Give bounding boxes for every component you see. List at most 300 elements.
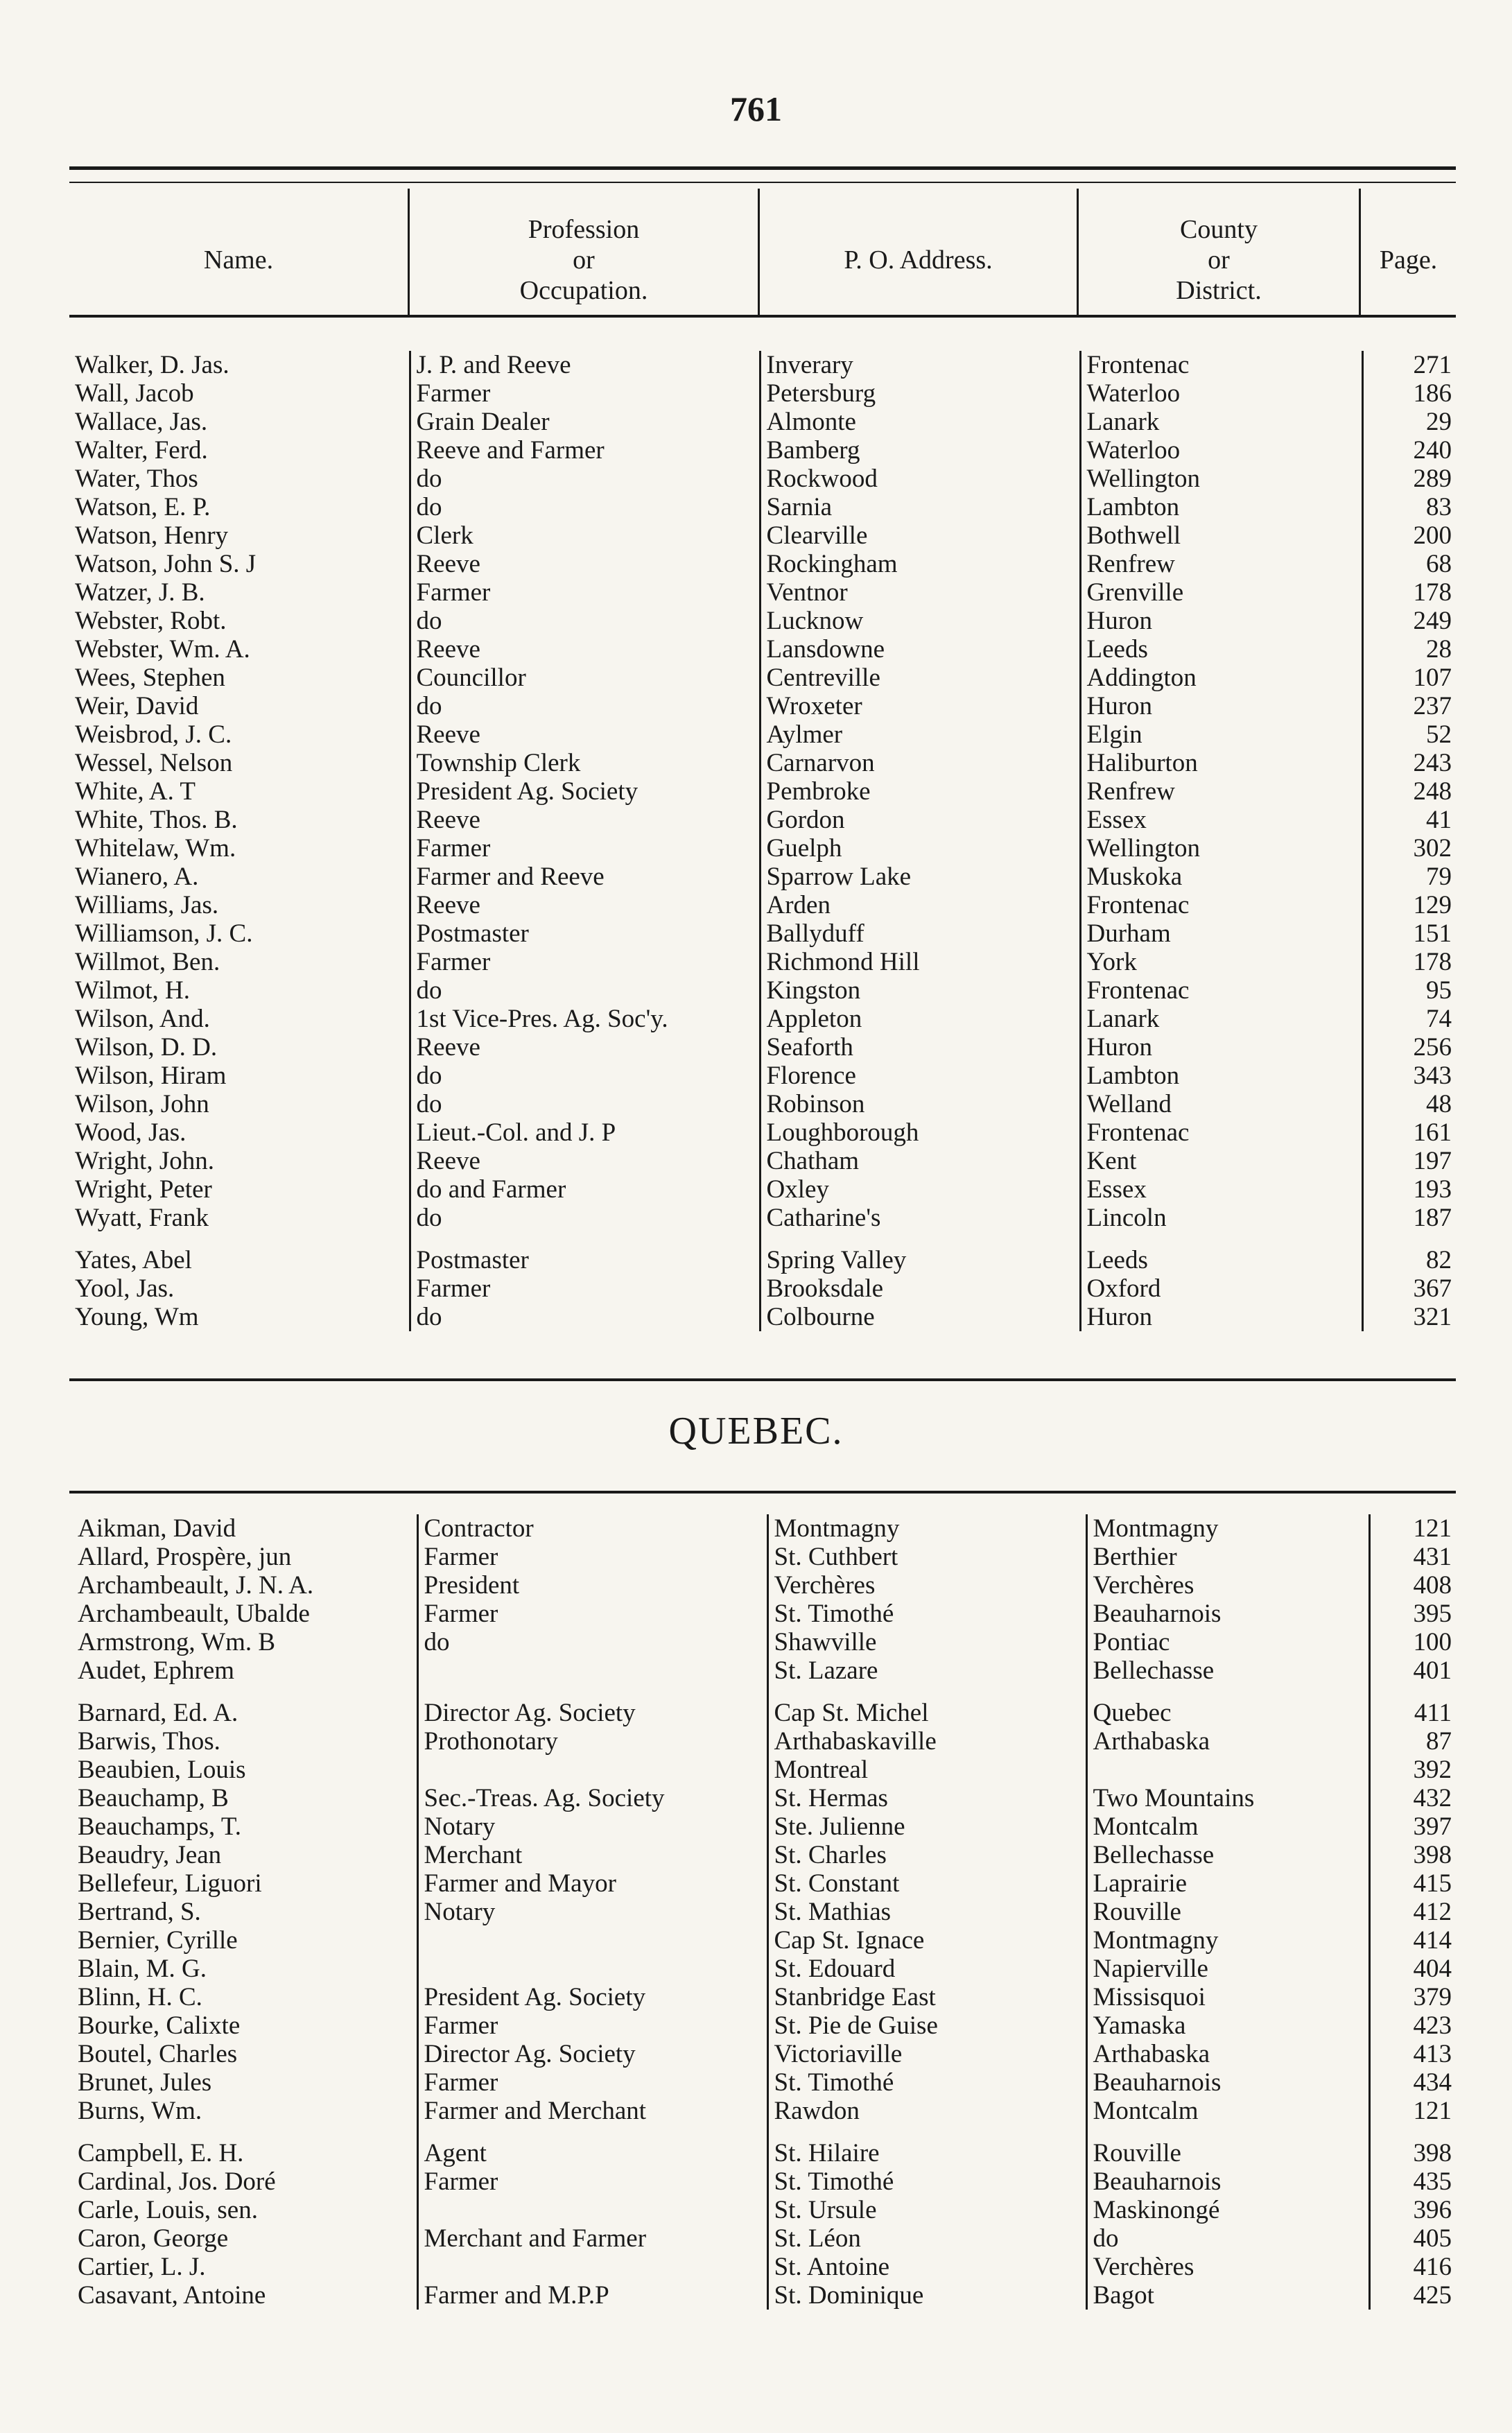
entry-occupation: Farmer — [410, 948, 760, 976]
entry-name: Wilson, D. D. — [75, 1033, 410, 1062]
entry-name: Wianero, A. — [75, 863, 410, 891]
entry-address: Wroxeter — [760, 692, 1080, 720]
header-bottom-rule — [69, 315, 1456, 318]
entry-name: Weir, David — [75, 692, 410, 720]
table-row — [75, 578, 1456, 607]
entry-name: Aikman, David — [78, 1514, 417, 1543]
table-row — [78, 1514, 1456, 1543]
table-row — [75, 379, 1456, 408]
entry-county: Verchères — [1086, 2253, 1369, 2281]
entry-address: Florence — [760, 1062, 1080, 1090]
entry-address: St. Cuthbert — [767, 1543, 1086, 1571]
entry-address: St. Timothé — [767, 2167, 1086, 2196]
quebec-section-heading: QUEBEC. — [668, 1410, 844, 1453]
entry-address: St. Léon — [767, 2224, 1086, 2253]
entry-occupation: do and Farmer — [410, 1175, 760, 1204]
entry-occupation: do — [410, 607, 760, 635]
entry-name: Bertrand, S. — [78, 1898, 417, 1926]
entry-address: Almonte — [760, 408, 1080, 436]
group-spacer — [75, 1232, 1456, 1246]
entry-county: Montmagny — [1086, 1926, 1369, 1955]
table-row — [75, 436, 1456, 465]
entry-occupation: Farmer — [410, 379, 760, 408]
entry-county: Waterloo — [1080, 379, 1362, 408]
entry-occupation — [417, 2253, 767, 2281]
entry-page: 395 — [1413, 1600, 1452, 1628]
entry-occupation: Councillor — [410, 664, 760, 692]
table-row — [75, 948, 1456, 976]
table-row — [75, 834, 1456, 863]
table-row — [75, 408, 1456, 436]
table-row — [78, 1983, 1456, 2011]
entry-address: Robinson — [760, 1090, 1080, 1118]
spacer-cell — [78, 1685, 417, 1699]
entry-address: Loughborough — [760, 1118, 1080, 1147]
entry-address: Rawdon — [767, 2097, 1086, 2125]
entry-address: Brooksdale — [760, 1274, 1080, 1303]
entry-name: Williamson, J. C. — [75, 919, 410, 948]
table-row — [75, 550, 1456, 578]
entry-page: 52 — [1426, 720, 1452, 749]
entry-page: 413 — [1413, 2040, 1452, 2068]
entry-page: 87 — [1426, 1727, 1452, 1756]
entry-occupation: President Ag. Society — [417, 1983, 767, 2011]
entry-name: Cartier, L. J. — [78, 2253, 417, 2281]
entry-address: St. Charles — [767, 1841, 1086, 1869]
entry-address: St. Antoine — [767, 2253, 1086, 2281]
entry-name: Bourke, Calixte — [78, 2011, 417, 2040]
entry-page: 121 — [1413, 1514, 1452, 1543]
entry-name: Webster, Robt. — [75, 607, 410, 635]
entry-county: Muskoka — [1080, 863, 1362, 891]
entry-occupation: President Ag. Society — [410, 777, 760, 806]
entry-occupation: Reeve — [410, 1033, 760, 1062]
entry-county: Two Mountains — [1086, 1784, 1369, 1812]
entry-address: Cap St. Ignace — [767, 1926, 1086, 1955]
entry-page: 302 — [1413, 834, 1452, 863]
entry-county: Essex — [1080, 806, 1362, 834]
entry-name: Yates, Abel — [75, 1246, 410, 1274]
spacer-cell — [1369, 2125, 1456, 2139]
entry-occupation: 1st Vice-Pres. Ag. Soc'y. — [410, 1005, 760, 1033]
entry-occupation: do — [410, 1204, 760, 1232]
entry-county: Wellington — [1080, 834, 1362, 863]
entry-address: St. Dominique — [767, 2281, 1086, 2310]
entry-page: 248 — [1413, 777, 1452, 806]
entry-address: Arden — [760, 891, 1080, 919]
entry-county: Frontenac — [1080, 351, 1362, 379]
entry-county: Lambton — [1080, 1062, 1362, 1090]
entry-address: Petersburg — [760, 379, 1080, 408]
spacer-cell — [767, 1685, 1086, 1699]
entry-occupation: J. P. and Reeve — [410, 351, 760, 379]
entry-address: Bamberg — [760, 436, 1080, 465]
spacer-cell — [78, 2125, 417, 2139]
entry-name: Beauchamps, T. — [78, 1812, 417, 1841]
table-row — [78, 1656, 1456, 1685]
table-row — [75, 351, 1456, 379]
entry-occupation: Farmer and Reeve — [410, 863, 760, 891]
entry-address: Stanbridge East — [767, 1983, 1086, 2011]
spacer-cell — [417, 2125, 767, 2139]
entry-occupation: Farmer — [417, 2068, 767, 2097]
entry-county: Missisquoi — [1086, 1983, 1369, 2011]
entry-page: 100 — [1413, 1628, 1452, 1656]
table-row — [78, 2139, 1456, 2167]
entry-name: White, A. T — [75, 777, 410, 806]
entry-county — [1086, 1756, 1369, 1784]
entry-page: 151 — [1413, 919, 1452, 948]
entry-page: 178 — [1413, 578, 1452, 607]
entry-occupation: Prothonotary — [417, 1727, 767, 1756]
entry-county: Quebec — [1086, 1699, 1369, 1727]
entry-address: Arthabaskaville — [767, 1727, 1086, 1756]
entry-page: 249 — [1413, 607, 1452, 635]
entry-address: Richmond Hill — [760, 948, 1080, 976]
entry-county: Bagot — [1086, 2281, 1369, 2310]
entry-county: Arthabaska — [1086, 1727, 1369, 1756]
entry-address: Ventnor — [760, 578, 1080, 607]
entry-address: Ste. Julienne — [767, 1812, 1086, 1841]
header-profession-line-1: Profession — [528, 215, 640, 244]
entry-page: 431 — [1413, 1543, 1452, 1571]
entry-page: 243 — [1413, 749, 1452, 777]
table-row — [78, 2097, 1456, 2125]
entry-county: Oxford — [1080, 1274, 1362, 1303]
entry-occupation: Agent — [417, 2139, 767, 2167]
entry-county: Haliburton — [1080, 749, 1362, 777]
entry-county: Leeds — [1080, 635, 1362, 664]
entry-address: Inverary — [760, 351, 1080, 379]
table-row — [75, 1062, 1456, 1090]
table-row — [78, 2011, 1456, 2040]
entry-address: Lansdowne — [760, 635, 1080, 664]
entry-name: Barnard, Ed. A. — [78, 1699, 417, 1727]
entry-page: 423 — [1413, 2011, 1452, 2040]
entry-page: 367 — [1413, 1274, 1452, 1303]
spacer-cell — [1080, 1232, 1362, 1246]
entry-address: Carnarvon — [760, 749, 1080, 777]
table-row — [75, 806, 1456, 834]
entry-page: 187 — [1413, 1204, 1452, 1232]
table-row — [75, 465, 1456, 493]
entry-address: Spring Valley — [760, 1246, 1080, 1274]
header-page-label: Page. — [1379, 245, 1438, 275]
entry-name: Blain, M. G. — [78, 1955, 417, 1983]
entry-name: Walker, D. Jas. — [75, 351, 410, 379]
spacer-cell — [1369, 1685, 1456, 1699]
entry-page: 186 — [1413, 379, 1452, 408]
entry-county: Grenville — [1080, 578, 1362, 607]
entry-occupation: do — [410, 976, 760, 1005]
entry-name: Campbell, E. H. — [78, 2139, 417, 2167]
entry-page: 408 — [1413, 1571, 1452, 1600]
table-row — [75, 1175, 1456, 1204]
entry-name: Webster, Wm. A. — [75, 635, 410, 664]
entry-county: York — [1080, 948, 1362, 976]
table-row — [78, 1812, 1456, 1841]
entry-name: Young, Wm — [75, 1303, 410, 1331]
table-row — [78, 1600, 1456, 1628]
entry-occupation: Clerk — [410, 521, 760, 550]
entry-name: Wilmot, H. — [75, 976, 410, 1005]
entry-page: 432 — [1413, 1784, 1452, 1812]
entry-page: 240 — [1413, 436, 1452, 465]
entry-name: White, Thos. B. — [75, 806, 410, 834]
entry-county: Montcalm — [1086, 1812, 1369, 1841]
entry-county: Huron — [1080, 607, 1362, 635]
entry-page: 48 — [1426, 1090, 1452, 1118]
entry-name: Barwis, Thos. — [78, 1727, 417, 1756]
table-row — [75, 891, 1456, 919]
entry-name: Watson, Henry — [75, 521, 410, 550]
entry-address: Guelph — [760, 834, 1080, 863]
entry-name: Caron, George — [78, 2224, 417, 2253]
entry-county: Napierville — [1086, 1955, 1369, 1983]
table-row — [75, 493, 1456, 521]
entry-county: Montcalm — [1086, 2097, 1369, 2125]
entry-name: Watson, E. P. — [75, 493, 410, 521]
header-address — [760, 208, 1077, 312]
entry-name: Beaubien, Louis — [78, 1756, 417, 1784]
entry-address: St. Timothé — [767, 1600, 1086, 1628]
entry-address: Pembroke — [760, 777, 1080, 806]
entry-address: Appleton — [760, 1005, 1080, 1033]
table-row — [75, 863, 1456, 891]
entry-name: Cardinal, Jos. Doré — [78, 2167, 417, 2196]
quebec-directory-body — [78, 1514, 1456, 2310]
header-name — [69, 208, 408, 312]
entry-name: Watzer, J. B. — [75, 578, 410, 607]
entry-county: Waterloo — [1080, 436, 1362, 465]
entry-name: Carle, Louis, sen. — [78, 2196, 417, 2224]
entry-county: Bellechasse — [1086, 1841, 1369, 1869]
entry-page: 435 — [1413, 2167, 1452, 2196]
table-row — [75, 1090, 1456, 1118]
table-row — [75, 1204, 1456, 1232]
entry-name: Beauchamp, B — [78, 1784, 417, 1812]
entry-address: Cap St. Michel — [767, 1699, 1086, 1727]
quebec-directory-table — [78, 1514, 1456, 2310]
spacer-cell — [1086, 2125, 1369, 2139]
entry-name: Wood, Jas. — [75, 1118, 410, 1147]
table-row — [78, 1841, 1456, 1869]
entry-occupation: do — [410, 1303, 760, 1331]
entry-occupation: Contractor — [417, 1514, 767, 1543]
entry-name: Watson, John S. J — [75, 550, 410, 578]
entry-name: Audet, Ephrem — [78, 1656, 417, 1685]
table-row — [78, 2068, 1456, 2097]
table-row — [75, 749, 1456, 777]
entry-address: St. Lazare — [767, 1656, 1086, 1685]
table-row — [78, 1869, 1456, 1898]
entry-occupation: Reeve — [410, 720, 760, 749]
entry-name: Armstrong, Wm. B — [78, 1628, 417, 1656]
entry-address: Shawville — [767, 1628, 1086, 1656]
entry-name: Burns, Wm. — [78, 2097, 417, 2125]
entry-name: Beaudry, Jean — [78, 1841, 417, 1869]
entry-occupation: Merchant — [417, 1841, 767, 1869]
entry-occupation: Notary — [417, 1898, 767, 1926]
entry-occupation: Farmer and M.P.P — [417, 2281, 767, 2310]
entry-county: Durham — [1080, 919, 1362, 948]
entry-name: Yool, Jas. — [75, 1274, 410, 1303]
entry-occupation: Farmer — [410, 578, 760, 607]
entry-occupation: Sec.-Treas. Ag. Society — [417, 1784, 767, 1812]
table-row — [78, 1628, 1456, 1656]
entry-address: St. Constant — [767, 1869, 1086, 1898]
entry-occupation: Reeve — [410, 550, 760, 578]
entry-name: Wees, Stephen — [75, 664, 410, 692]
entry-occupation: Farmer — [417, 2011, 767, 2040]
entry-page: 193 — [1413, 1175, 1452, 1204]
entry-page: 79 — [1426, 863, 1452, 891]
table-row — [78, 1571, 1456, 1600]
entry-address: St. Hermas — [767, 1784, 1086, 1812]
entry-address: Sparrow Lake — [760, 863, 1080, 891]
entry-county: Bothwell — [1080, 521, 1362, 550]
entry-occupation: Farmer — [417, 1600, 767, 1628]
table-row — [75, 1005, 1456, 1033]
entry-county: Kent — [1080, 1147, 1362, 1175]
entry-page: 271 — [1413, 351, 1452, 379]
entry-occupation: do — [410, 1062, 760, 1090]
ontario-directory-body — [75, 351, 1456, 1331]
table-row — [75, 720, 1456, 749]
entry-occupation: Farmer — [417, 1543, 767, 1571]
entry-county: Frontenac — [1080, 976, 1362, 1005]
entry-address: Catharine's — [760, 1204, 1080, 1232]
spacer-cell — [75, 1232, 410, 1246]
entry-county: Huron — [1080, 692, 1362, 720]
entry-address: Oxley — [760, 1175, 1080, 1204]
entry-name: Brunet, Jules — [78, 2068, 417, 2097]
table-row — [78, 2196, 1456, 2224]
table-row — [75, 664, 1456, 692]
entry-name: Archambeault, J. N. A. — [78, 1571, 417, 1600]
entry-county: Renfrew — [1080, 777, 1362, 806]
entry-page: 197 — [1413, 1147, 1452, 1175]
entry-page: 343 — [1413, 1062, 1452, 1090]
entry-page: 74 — [1426, 1005, 1452, 1033]
table-row — [75, 919, 1456, 948]
entry-name: Bernier, Cyrille — [78, 1926, 417, 1955]
entry-occupation: Director Ag. Society — [417, 1699, 767, 1727]
entry-occupation: Township Clerk — [410, 749, 760, 777]
entry-occupation — [417, 1955, 767, 1983]
entry-occupation: Grain Dealer — [410, 408, 760, 436]
header-profession-line-2: or — [573, 245, 595, 275]
top-rule-thick — [69, 166, 1456, 170]
entry-name: Wilson, Hiram — [75, 1062, 410, 1090]
entry-occupation: Postmaster — [410, 1246, 760, 1274]
entry-address: Rockingham — [760, 550, 1080, 578]
entry-occupation — [417, 1656, 767, 1685]
header-county-line-1: County — [1180, 215, 1258, 244]
entry-address: Sarnia — [760, 493, 1080, 521]
entry-page: 178 — [1413, 948, 1452, 976]
table-row — [78, 2253, 1456, 2281]
table-row — [78, 2281, 1456, 2310]
entry-county: Wellington — [1080, 465, 1362, 493]
table-row — [78, 1955, 1456, 1983]
entry-address: Montreal — [767, 1756, 1086, 1784]
entry-address: Rockwood — [760, 465, 1080, 493]
entry-page: 29 — [1426, 408, 1452, 436]
entry-county: Rouville — [1086, 2139, 1369, 2167]
table-row — [75, 777, 1456, 806]
entry-name: Weisbrod, J. C. — [75, 720, 410, 749]
ontario-bottom-rule — [69, 1378, 1456, 1381]
table-row — [75, 1033, 1456, 1062]
entry-county: Beauharnois — [1086, 2068, 1369, 2097]
entry-page: 396 — [1413, 2196, 1452, 2224]
entry-occupation — [417, 1756, 767, 1784]
entry-county: Frontenac — [1080, 1118, 1362, 1147]
spacer-cell — [1086, 1685, 1369, 1699]
entry-address: Montmagny — [767, 1514, 1086, 1543]
entry-county: Laprairie — [1086, 1869, 1369, 1898]
table-row — [78, 2167, 1456, 2196]
entry-address: St. Hilaire — [767, 2139, 1086, 2167]
entry-address: Gordon — [760, 806, 1080, 834]
entry-address: Centreville — [760, 664, 1080, 692]
spacer-cell — [760, 1232, 1080, 1246]
entry-address: St. Ursule — [767, 2196, 1086, 2224]
entry-county: Lambton — [1080, 493, 1362, 521]
entry-page: 237 — [1413, 692, 1452, 720]
quebec-top-rule — [69, 1491, 1456, 1493]
entry-county: Rouville — [1086, 1898, 1369, 1926]
entry-page: 82 — [1426, 1246, 1452, 1274]
entry-page: 404 — [1413, 1955, 1452, 1983]
table-row — [78, 1543, 1456, 1571]
group-spacer — [78, 1685, 1456, 1699]
header-profession — [410, 208, 758, 312]
entry-address: Lucknow — [760, 607, 1080, 635]
entry-name: Boutel, Charles — [78, 2040, 417, 2068]
entry-county: Huron — [1080, 1033, 1362, 1062]
entry-name: Williams, Jas. — [75, 891, 410, 919]
entry-occupation: Postmaster — [410, 919, 760, 948]
entry-occupation: Director Ag. Society — [417, 2040, 767, 2068]
entry-page: 256 — [1413, 1033, 1452, 1062]
entry-page: 401 — [1413, 1656, 1452, 1685]
entry-name: Walter, Ferd. — [75, 436, 410, 465]
entry-page: 411 — [1414, 1699, 1452, 1727]
entry-occupation — [417, 2196, 767, 2224]
table-row — [78, 1699, 1456, 1727]
entry-name: Wright, Peter — [75, 1175, 410, 1204]
table-row — [78, 2040, 1456, 2068]
entry-occupation: Reeve — [410, 635, 760, 664]
entry-page: 95 — [1426, 976, 1452, 1005]
entry-page: 28 — [1426, 635, 1452, 664]
entry-occupation: Notary — [417, 1812, 767, 1841]
entry-name: Archambeault, Ubalde — [78, 1600, 417, 1628]
header-profession-line-3: Occupation. — [519, 276, 648, 305]
entry-name: Wessel, Nelson — [75, 749, 410, 777]
entry-occupation: do — [410, 1090, 760, 1118]
entry-address: St. Pie de Guise — [767, 2011, 1086, 2040]
entry-name: Blinn, H. C. — [78, 1983, 417, 2011]
table-row — [78, 2224, 1456, 2253]
entry-county: do — [1086, 2224, 1369, 2253]
entry-page: 415 — [1413, 1869, 1452, 1898]
entry-address: Chatham — [760, 1147, 1080, 1175]
spacer-cell — [1362, 1232, 1456, 1246]
group-spacer — [78, 2125, 1456, 2139]
